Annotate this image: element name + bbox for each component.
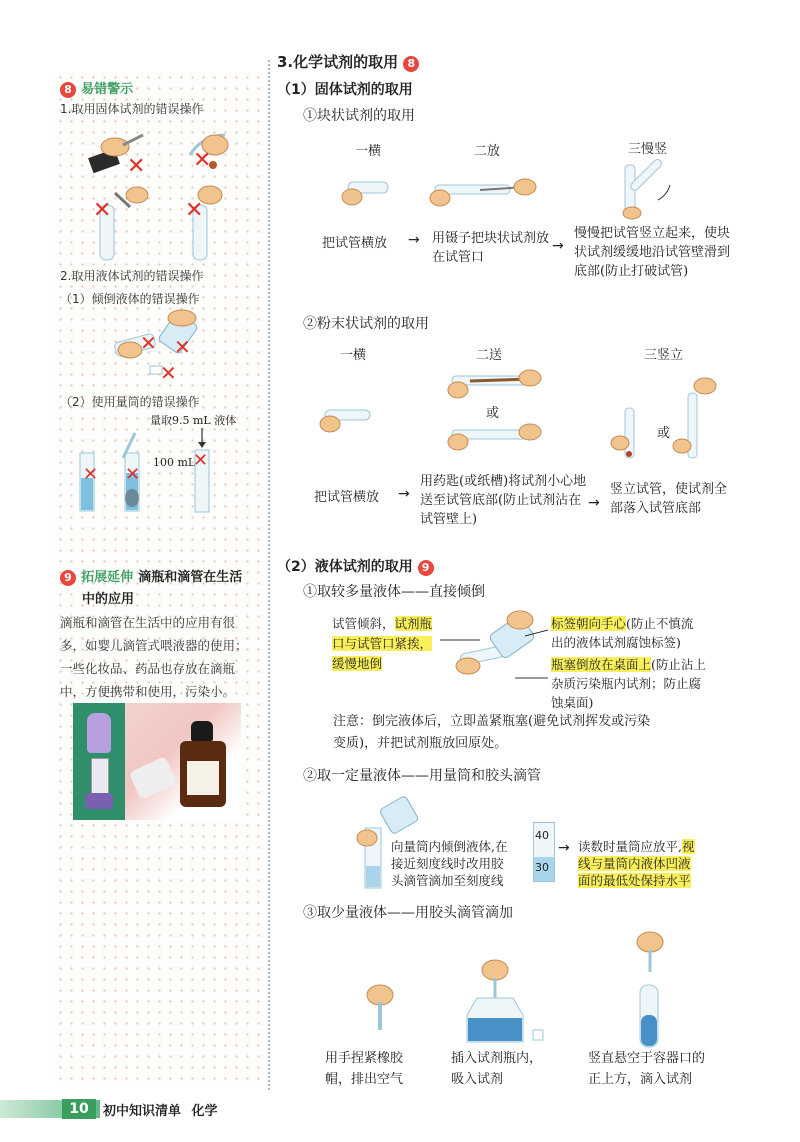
- page-number: 10: [62, 1099, 96, 1119]
- drop-cap2-2: 吸入试剂: [451, 1072, 504, 1087]
- drop-cap2-1: 插入试剂瓶内，: [451, 1051, 543, 1066]
- powder-step2-paper: [448, 424, 541, 450]
- pour-left-hl1: 试剂瓶: [394, 616, 433, 631]
- block-step3-tube: [623, 158, 670, 219]
- ext-text-line: 滴瓶和滴管在生活中的应用有很: [60, 615, 236, 630]
- liquid-heading-text: （2）液体试剂的取用: [277, 559, 413, 575]
- ext-text: [60, 611, 248, 703]
- powder-or-2: 或: [657, 426, 671, 441]
- pour-r1-b: 出的液体试剂腐蚀标签): [551, 635, 681, 650]
- svg-text:✕: ✕: [174, 335, 191, 359]
- drop-caption-3: [588, 1048, 705, 1090]
- section-badge: 8: [403, 56, 419, 72]
- pour-right-2: [551, 655, 706, 712]
- measure-left-3: 头滴管滴加至刻度线: [391, 873, 504, 888]
- pour-error-subtitle: （1）倾倒液体的错误操作: [60, 292, 200, 306]
- solid-error-illustrations: [75, 125, 255, 265]
- pour-note: [333, 711, 650, 755]
- measure-right-hl3: 面的最低处保持水平: [578, 873, 691, 888]
- ext-text-line: 中，方便携带和使用，污染小。: [60, 684, 236, 699]
- drop-step1: [367, 985, 393, 1030]
- liquid-heading: [277, 556, 434, 576]
- measure-left-2: 接近刻度线时改用胶: [391, 856, 504, 871]
- pour-illustration: [440, 610, 550, 695]
- measure-title: ②取一定量液体——用量筒和胶头滴管: [303, 768, 541, 784]
- warn-badge: 8: [60, 82, 76, 98]
- block-step2-tube: [430, 179, 536, 206]
- pour-r2-hl: 瓶塞倒放在桌面上: [551, 657, 652, 672]
- pour-left-hl3: 缓慢地倒: [332, 656, 383, 671]
- powder-step2-spoon: [448, 370, 541, 398]
- pour-r1-hl: 标签朝向手心: [551, 616, 627, 631]
- solid-heading: （1）固体试剂的取用: [277, 82, 413, 98]
- warn-header: [60, 78, 133, 98]
- drop-caption-1: [325, 1048, 403, 1090]
- block-step1: 把试管横放: [322, 236, 388, 251]
- drop-illustrations: [355, 930, 735, 1050]
- cylinder-error-illustrations: [75, 428, 235, 518]
- powder-step3: 竖立试管，使试剂全部落入试管底部: [610, 482, 728, 516]
- arrow-icon: →: [552, 238, 564, 254]
- block-step1-tube: [342, 182, 388, 205]
- drop-cap3-2: 正上方，滴入试剂: [588, 1072, 693, 1087]
- block-illustrations: [340, 165, 690, 220]
- svg-text:✕: ✕: [127, 154, 146, 179]
- powder-or-1: 或: [486, 406, 500, 421]
- measure-right-hl2: 线与量筒内液体凹液: [578, 856, 691, 871]
- column-divider: [268, 60, 270, 1090]
- ext-text-line: 多，如婴儿滴管式喂液器的使用；: [60, 638, 248, 653]
- pour-right-1: [551, 614, 693, 652]
- drop-step3: [637, 932, 663, 1047]
- pour-left-hl2: 口与试管口紧挨，: [332, 636, 433, 651]
- footer-subject: 化学: [191, 1104, 218, 1119]
- footer-book: 初中知识清单: [103, 1104, 182, 1119]
- cylinder-error-subtitle: （2）使用量筒的错误操作: [60, 395, 200, 409]
- ext-subtitle-1: 滴瓶和滴管在生活: [138, 570, 243, 585]
- powder-step3-tubes: [611, 378, 716, 458]
- extension-header: [60, 566, 242, 586]
- drop-cap1-2: 帽，排出空气: [325, 1072, 404, 1087]
- ext-text-line: 一些化妆品、药品也存放在滴瓶: [60, 661, 236, 676]
- cylinder-2: [123, 433, 140, 511]
- ext-badge: 9: [60, 570, 76, 586]
- block-step3: 慢慢把试管竖立起来，使块状试剂缓缓地沿试管壁滑到底部(防止打破试管): [574, 226, 731, 279]
- block-label-2: 二放: [474, 144, 501, 159]
- cylinder-3: [193, 450, 209, 512]
- photo-dropper-bottle: [125, 703, 241, 820]
- measure-tick-40: 40: [535, 829, 549, 842]
- pour-r2-c: 蚀桌面): [551, 695, 594, 710]
- cylinder-100ml: 100 mL: [153, 456, 196, 469]
- section-title: [277, 51, 419, 72]
- arrow-icon: →: [398, 486, 410, 502]
- svg-text:✕: ✕: [193, 148, 212, 173]
- arrow-icon: →: [558, 840, 570, 856]
- powder-illustrations: [320, 368, 730, 468]
- error-illustration-4: [185, 186, 222, 260]
- pour-note-2: 变质)，并把试剂瓶放回原处。: [333, 736, 508, 751]
- measure-right-hl1: 视: [681, 839, 695, 854]
- powder-title: ②粉末状试剂的取用: [303, 316, 429, 332]
- solid-error-title: 1.取用固体试剂的错误操作: [60, 102, 204, 116]
- drop-caption-2: [451, 1048, 542, 1090]
- pour-left-plain: 试管倾斜，: [332, 616, 395, 631]
- ext-title: 拓展延伸: [81, 570, 134, 585]
- drop-title: ③取少量液体——用胶头滴管滴加: [303, 905, 513, 921]
- svg-text:✕: ✕: [93, 198, 112, 223]
- pour-r2-a: (防止沾上: [651, 657, 706, 672]
- measure-left-1: 向量筒内倾倒液体,在: [391, 839, 508, 854]
- photo-baby-feeder: [73, 703, 125, 820]
- powder-label-3: 三竖立: [644, 348, 684, 363]
- powder-step2: 用药匙(或纸槽)将试剂小心地送至试管底部(防止试剂沾在试管壁上): [420, 474, 587, 527]
- section-title-text: 3.化学试剂的取用: [277, 53, 399, 71]
- liquid-badge: 9: [418, 560, 434, 576]
- measure-right-plain: 读数时量筒应放平,: [578, 839, 682, 854]
- liquid-error-title: 2.取用液体试剂的错误操作: [60, 269, 204, 283]
- measure-right-text: [578, 838, 695, 889]
- measure-left-text: [391, 838, 507, 889]
- block-title: ①块状试剂的取用: [303, 108, 415, 124]
- svg-text:✕: ✕: [83, 464, 99, 485]
- ext-subtitle-2: 中的应用: [82, 592, 135, 607]
- pour-title: ①取较多量液体——直接倾倒: [303, 584, 485, 600]
- powder-label-2: 二送: [476, 348, 503, 363]
- svg-text:✕: ✕: [125, 464, 141, 485]
- powder-step1: 把试管横放: [314, 490, 380, 505]
- arrow-icon: →: [588, 495, 600, 511]
- drop-cap1-1: 用手捏紧橡胶: [325, 1051, 404, 1066]
- svg-text:✕: ✕: [160, 361, 177, 385]
- error-illustration-3: [93, 187, 148, 260]
- error-illustration-2: [190, 135, 228, 173]
- error-illustration-1: [88, 135, 145, 179]
- pour-r2-b: 杂质污染瓶内试剂；防止腐: [551, 676, 702, 691]
- footer-title: [103, 1100, 218, 1119]
- pour-note-1: 注意：倒完液体后，立即盖紧瓶塞(避免试剂挥发或污染: [333, 714, 651, 729]
- pour-r1-a: (防止不慎流: [626, 616, 694, 631]
- svg-text:✕: ✕: [193, 450, 209, 471]
- svg-text:✕: ✕: [140, 331, 157, 355]
- warn-title: 易错警示: [81, 82, 134, 97]
- block-label-3: 三慢竖: [628, 142, 668, 157]
- powder-step1-tube: [320, 410, 370, 432]
- measure-tick-30: 30: [535, 861, 549, 874]
- arrow-icon: →: [408, 232, 420, 248]
- pour-error-illustration: [110, 308, 210, 383]
- cylinder-label: 量取9.5 mL 液体: [150, 414, 237, 427]
- drop-step2: [467, 960, 543, 1042]
- svg-text:✕: ✕: [185, 198, 204, 223]
- block-label-1: 一横: [355, 144, 382, 159]
- powder-label-1: 一横: [340, 348, 367, 363]
- drop-cap3-1: 竖直悬空于容器口的: [588, 1051, 706, 1066]
- block-step2: 用镊子把块状试剂放在试管口: [432, 231, 550, 265]
- cylinder-1: [80, 453, 98, 511]
